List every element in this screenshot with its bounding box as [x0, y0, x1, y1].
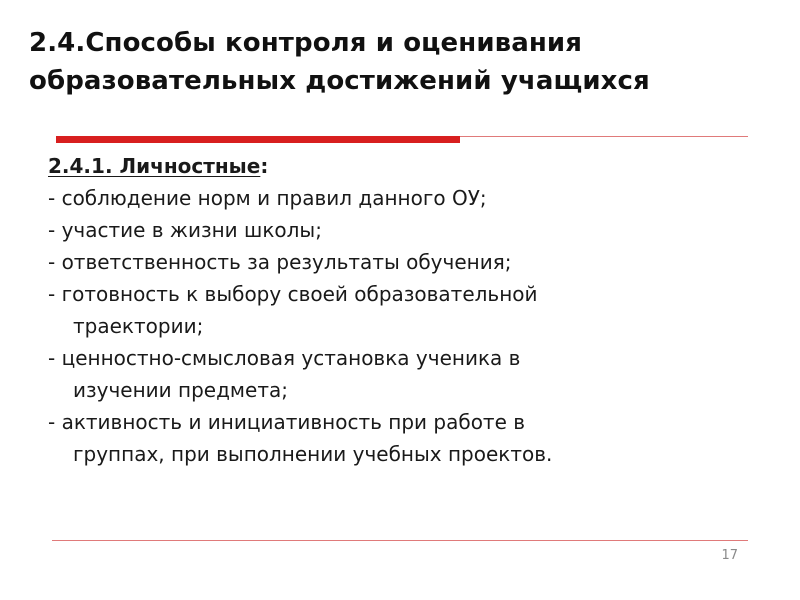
slide-content: [48, 150, 768, 470]
list-item: [48, 214, 768, 246]
list-item-text: - соблюдение норм и правил данного ОУ;: [48, 186, 487, 210]
list-item: [48, 342, 768, 406]
list-item-text: - ответственность за результаты обучения;: [48, 250, 512, 274]
slide-title-line-2: образовательных достижений учащихся: [29, 66, 650, 96]
list-item-continuation: группах, при выполнении учебных проектов.: [73, 442, 553, 466]
list-item-text: - готовность к выбору своей образовательной: [48, 282, 538, 306]
list-item-continuation: изучении предмета;: [73, 378, 288, 402]
title-divider-accent: [56, 136, 460, 143]
subheading-colon: :: [260, 154, 269, 178]
list-item-text: - участие в жизни школы;: [48, 218, 322, 242]
subheading: [48, 150, 768, 182]
footer-divider: [52, 540, 748, 541]
subheading-text: 2.4.1. Личностные: [48, 154, 261, 178]
list-item-text: - активность и инициативность при работе в: [48, 410, 526, 434]
page-number: 17: [721, 548, 738, 563]
list-item-continuation: траектории;: [73, 314, 204, 338]
list-item: [48, 406, 768, 470]
list-item: [48, 246, 768, 278]
list-item-text: - ценностно-смысловая установка ученика в: [48, 346, 521, 370]
list-item: [48, 182, 768, 214]
slide-title: [29, 24, 789, 100]
list-item: [48, 278, 768, 342]
slide-title-line-1: 2.4.Способы контроля и оценивания: [29, 28, 583, 58]
